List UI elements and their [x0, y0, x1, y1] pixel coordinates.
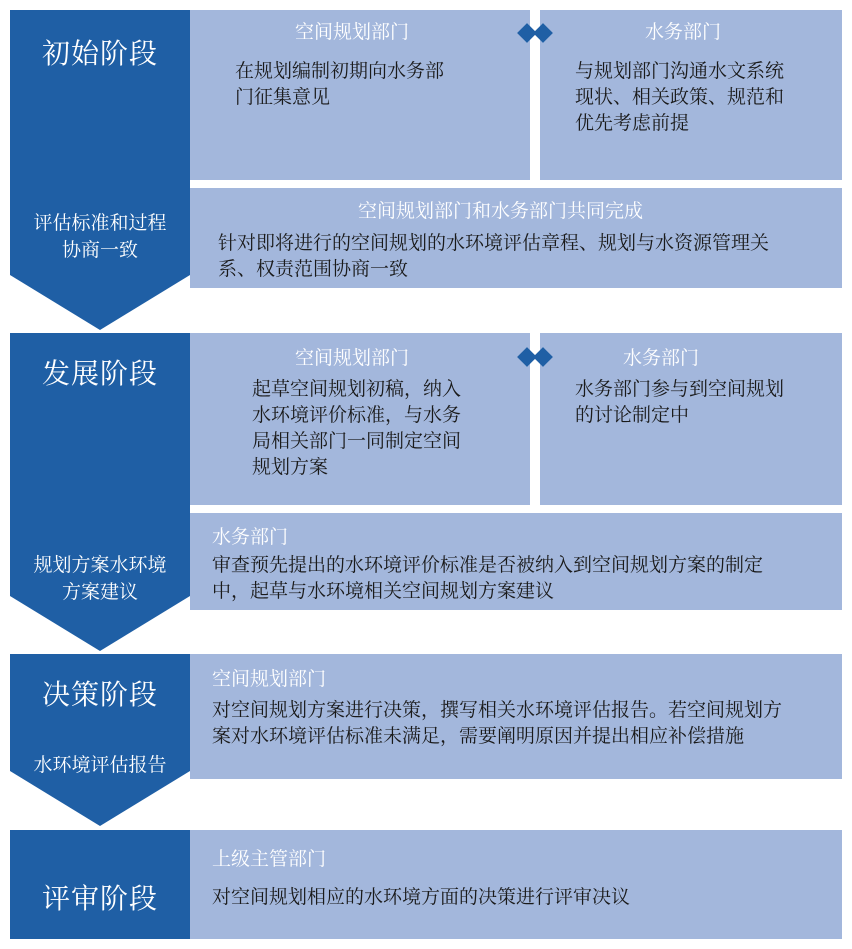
- review-dept: 上级主管部门: [212, 848, 327, 870]
- initial-water-text-1: 与规划部门沟通水文系统: [575, 60, 785, 82]
- stage-sub-development-line2: 方案建议: [61, 581, 138, 603]
- initial-planning-dept: 空间规划部门: [295, 21, 410, 43]
- development-water-text-1: 水务部门参与到空间规划: [575, 378, 785, 400]
- initial-joint-text-2: 系、权责范围协商一致: [218, 258, 409, 280]
- stage-title-decision: 决策阶段: [41, 678, 158, 711]
- development-joint-text-1: 审查预先提出的水环境评价标准是否被纳入到空间规划方案的制定: [212, 554, 764, 576]
- development-planning-text-3: 局相关部门一同制定空间: [252, 430, 462, 452]
- stage-sub-initial-line1: 评估标准和过程: [33, 212, 167, 234]
- stage-title-review: 评审阶段: [41, 882, 158, 915]
- decision-text-2: 案对水环境评估标准未满足，需要阐明原因并提出相应补偿措施: [212, 725, 745, 747]
- development-joint-text-2: 中，起草与水环境相关空间规划方案建议: [212, 580, 555, 602]
- initial-planning-text-1: 在规划编制初期向水务部: [235, 60, 445, 82]
- initial-water-text-2: 现状、相关政策、规范和: [575, 86, 785, 108]
- development-water-text-2: 的讨论制定中: [575, 404, 690, 426]
- review-text: 对空间规划相应的水环境方面的决策进行评审决议: [212, 886, 631, 908]
- initial-joint-dept: 空间规划部门和水务部门共同完成: [358, 200, 644, 222]
- stage-sub-development-line1: 规划方案水环境: [33, 554, 167, 576]
- development-planning-dept: 空间规划部门: [295, 347, 410, 369]
- development-joint-dept: 水务部门: [212, 526, 289, 548]
- stage-title-development: 发展阶段: [41, 357, 158, 390]
- development-planning-text-2: 水环境评价标准，与水务: [252, 404, 462, 426]
- decision-text-1: 对空间规划方案进行决策，撰写相关水环境评估报告。若空间规划方: [212, 699, 783, 721]
- development-planning-text-1: 起草空间规划初稿，纳入: [252, 378, 462, 400]
- initial-water-text-3: 优先考虑前提: [575, 112, 690, 134]
- decision-dept: 空间规划部门: [212, 668, 327, 690]
- stage-sub-initial-line2: 协商一致: [61, 239, 138, 261]
- stage-title-initial: 初始阶段: [41, 37, 158, 70]
- stage-sub-decision: 水环境评估报告: [33, 754, 167, 776]
- initial-joint-text-1: 针对即将进行的空间规划的水环境评估章程、规划与水资源管理关: [218, 232, 770, 254]
- initial-water-dept: 水务部门: [645, 21, 722, 43]
- initial-planning-text-2: 门征集意见: [235, 86, 331, 108]
- development-water-dept: 水务部门: [623, 347, 700, 369]
- development-planning-text-4: 规划方案: [252, 456, 329, 478]
